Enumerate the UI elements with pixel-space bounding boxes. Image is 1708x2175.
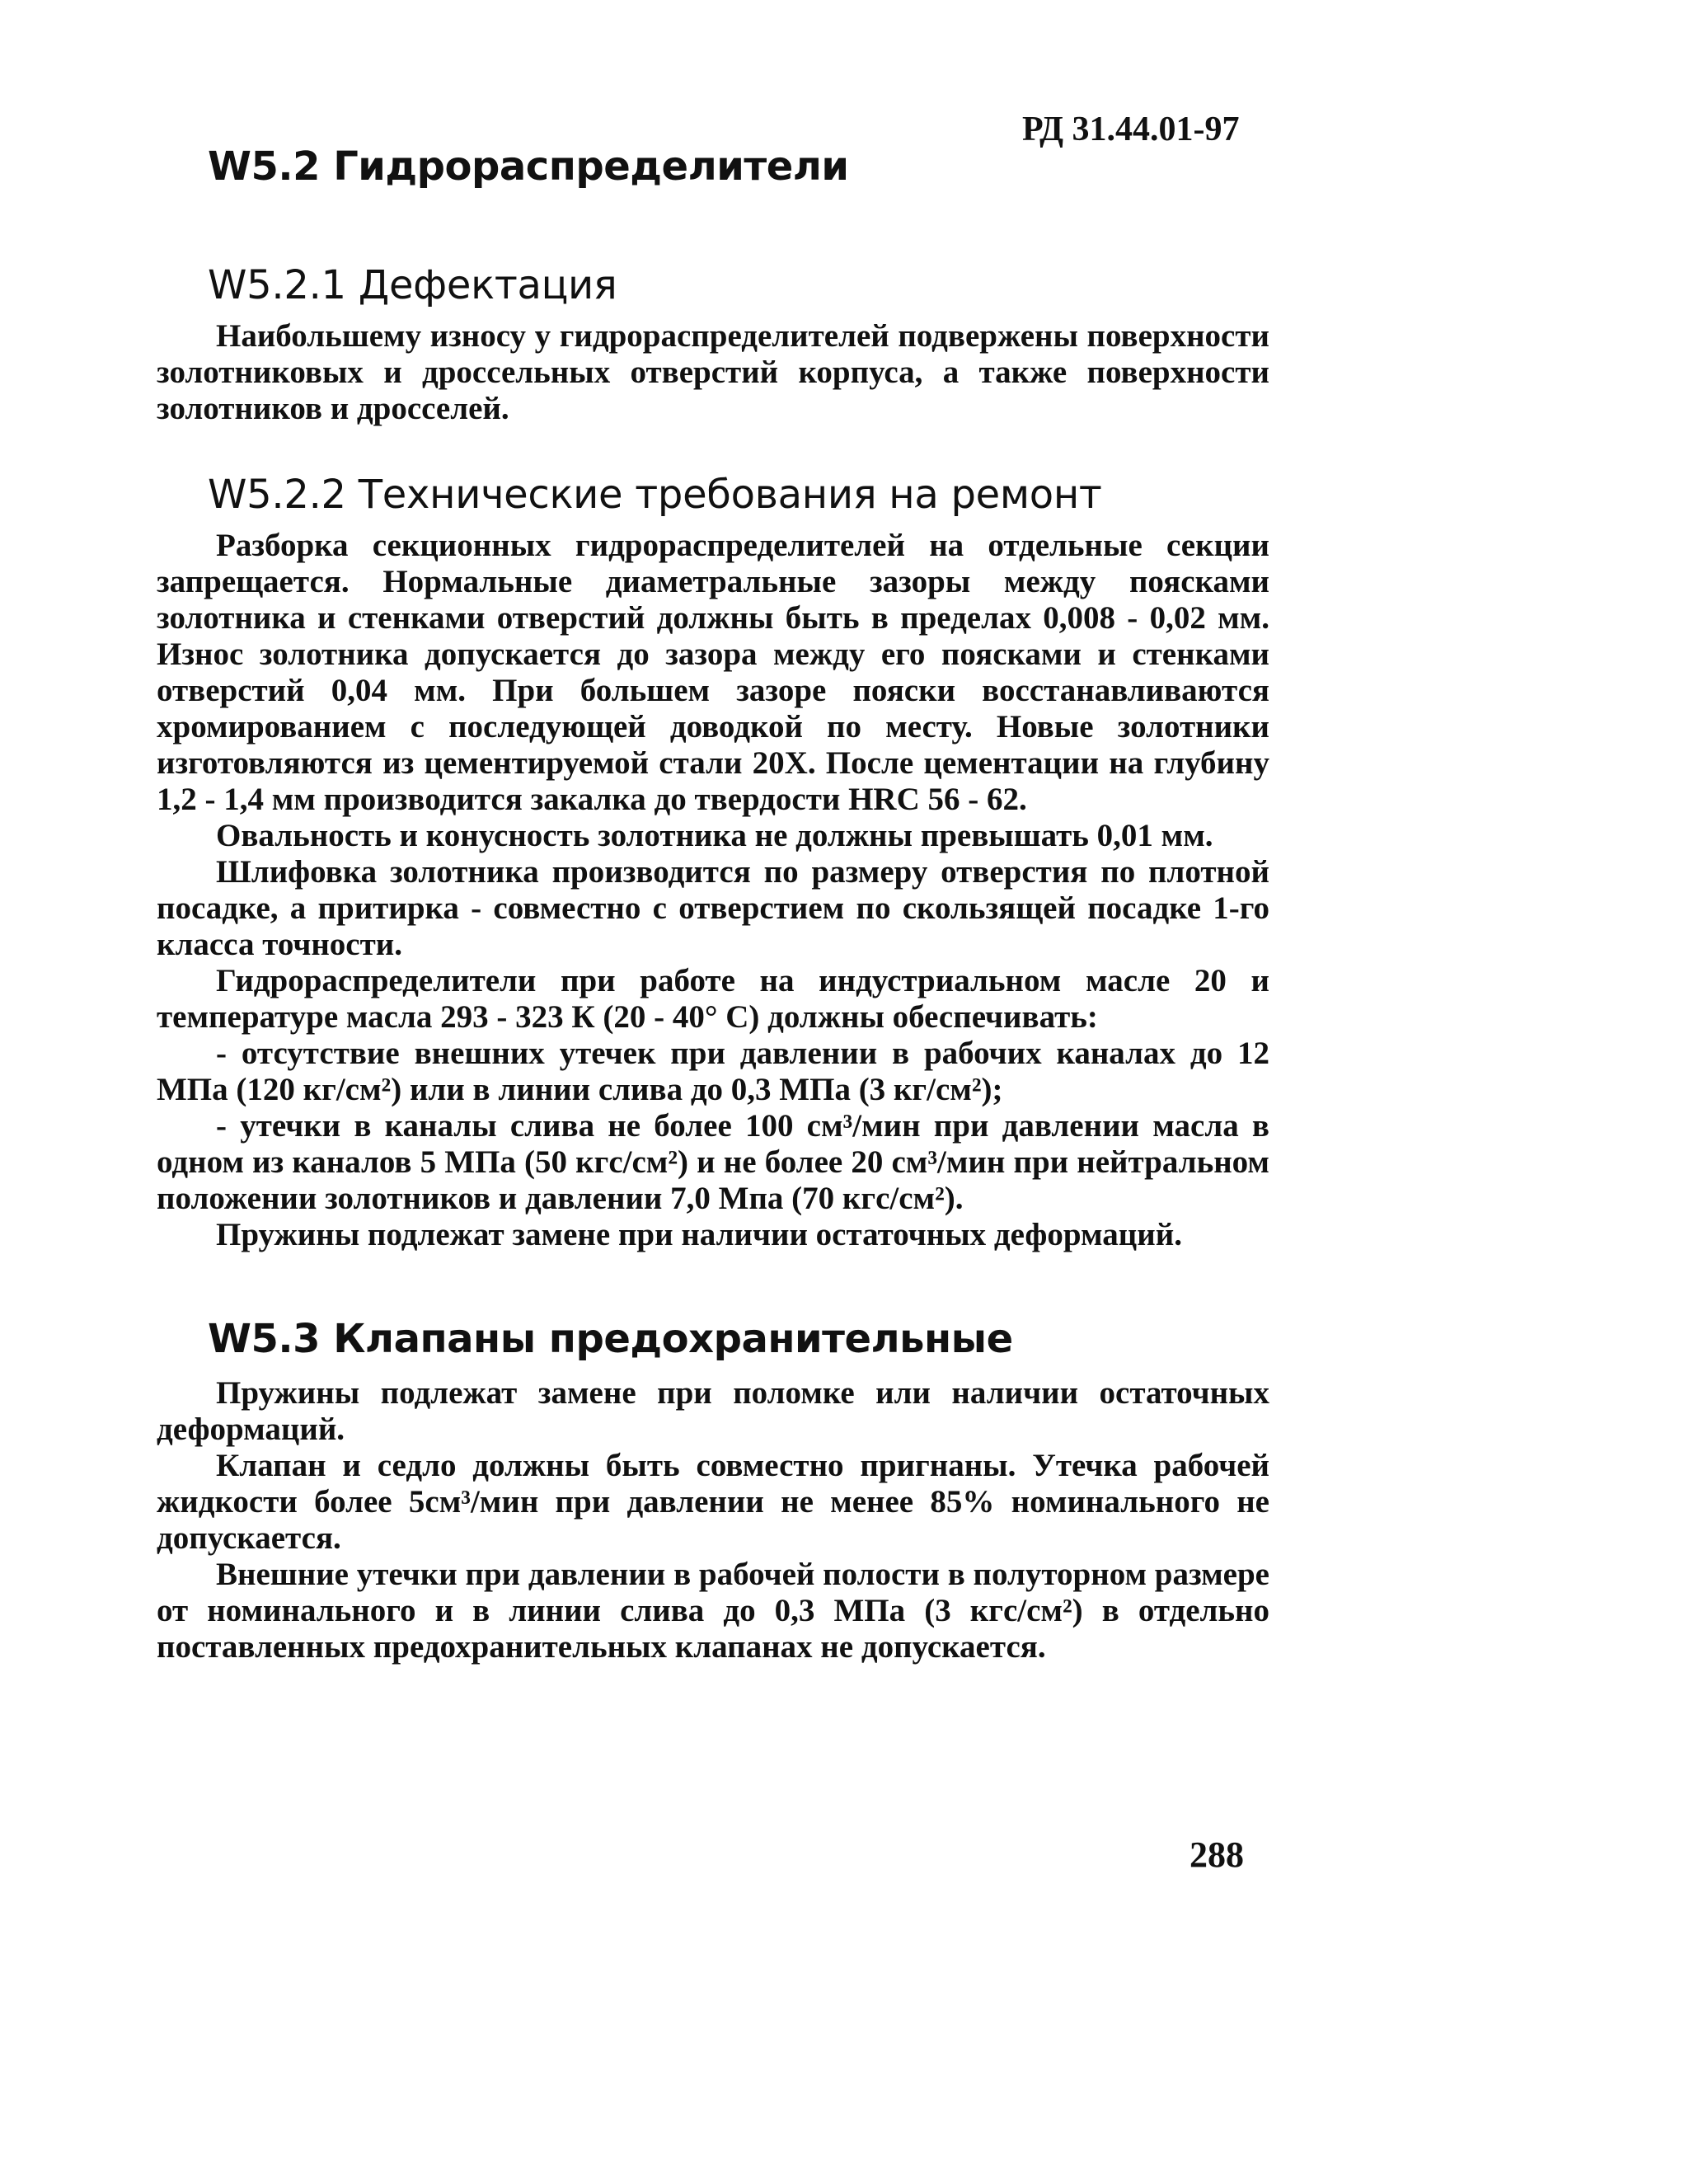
paragraph: Клапан и седло должны быть совместно пригнаны. Утечка рабочей жидкости более 5см³/мин при давлении не менее 85% номинального не допускается. bbox=[157, 1448, 1269, 1556]
list-item-paragraph: - утечки в каналы слива не более 100 см³/мин при давлении масла в одном из каналов 5 МПа (50 кгс/см²) и не более 20 см³/мин при нейтральном положении золотников и давлении 7,0 Мпа (70 кгс/см²). bbox=[157, 1108, 1269, 1216]
page-number: 288 bbox=[1190, 1834, 1244, 1875]
paragraph: Шлифовка золотника производится по размеру отверстия по плотной посадке, а притирка - совместно с отверстием по скользящей посадке 1-го класса точности. bbox=[157, 854, 1269, 962]
document-body bbox=[157, 140, 1269, 1665]
paragraph: Пружины подлежат замене при поломке или наличии остаточных деформаций. bbox=[157, 1375, 1269, 1447]
subsection-heading-w5-2-2: W5.2.2 Технические требования на ремонт bbox=[208, 472, 1102, 518]
paragraph: Гидрораспределители при работе на индустриальном масле 20 и температуре масла 293 - 323 К (20 - 40° С) должны обеспечивать: bbox=[157, 963, 1269, 1035]
subsection-heading-w5-2-1: W5.2.1 Дефектация bbox=[208, 262, 617, 308]
paragraph: Наибольшему износу у гидрораспределителей подвержены поверхности золотниковых и дроссельных отверстий корпуса, а также поверхности золотников и дросселей. bbox=[157, 318, 1269, 426]
list-item-paragraph: - отсутствие внешних утечек при давлении в рабочих каналах до 12 МПа (120 кг/см²) или в линии слива до 0,3 МПа (3 кг/см²); bbox=[157, 1036, 1269, 1107]
section-w5-3 bbox=[157, 1313, 1269, 1665]
section-heading-w5-3: W5.3 Клапаны предохранительные bbox=[208, 1316, 1013, 1362]
paragraph: Пружины подлежат замене при наличии остаточных деформаций. bbox=[216, 1217, 1182, 1252]
document-code: РД 31.44.01-97 bbox=[1022, 110, 1240, 148]
section-heading-w5-2: W5.2 Гидрораспределители bbox=[208, 143, 849, 190]
subsection-w5-2-2 bbox=[157, 468, 1269, 1253]
paragraph: Разборка секционных гидрораспределителей на отдельные секции запрещается. Нормальные диаметральные зазоры между поясками золотника и стенками отверстий должны быть в пределах 0,008 - 0,02 мм. Износ золотника допускается до зазора между его поясками и стенками отверстий 0,04 мм. При большем зазоре пояски восстанавливаются хромированием с последующей доводкой по месту. Новые золотники изготовляются из цементируемой стали 20Х. После цементации на глубину 1,2 - 1,4 мм производится закалка до твердости HRC 56 - 62. bbox=[157, 528, 1269, 817]
paragraph: Овальность и конусность золотника не должны превышать 0,01 мм. bbox=[216, 818, 1213, 853]
subsection-w5-2-1 bbox=[157, 259, 1269, 427]
paragraph: Внешние утечки при давлении в рабочей полости в полуторном размере от номинального и в линии слива до 0,3 МПа (3 кгс/см²) в отдельно поставленных предохранительных клапанах не допускается. bbox=[157, 1557, 1269, 1665]
